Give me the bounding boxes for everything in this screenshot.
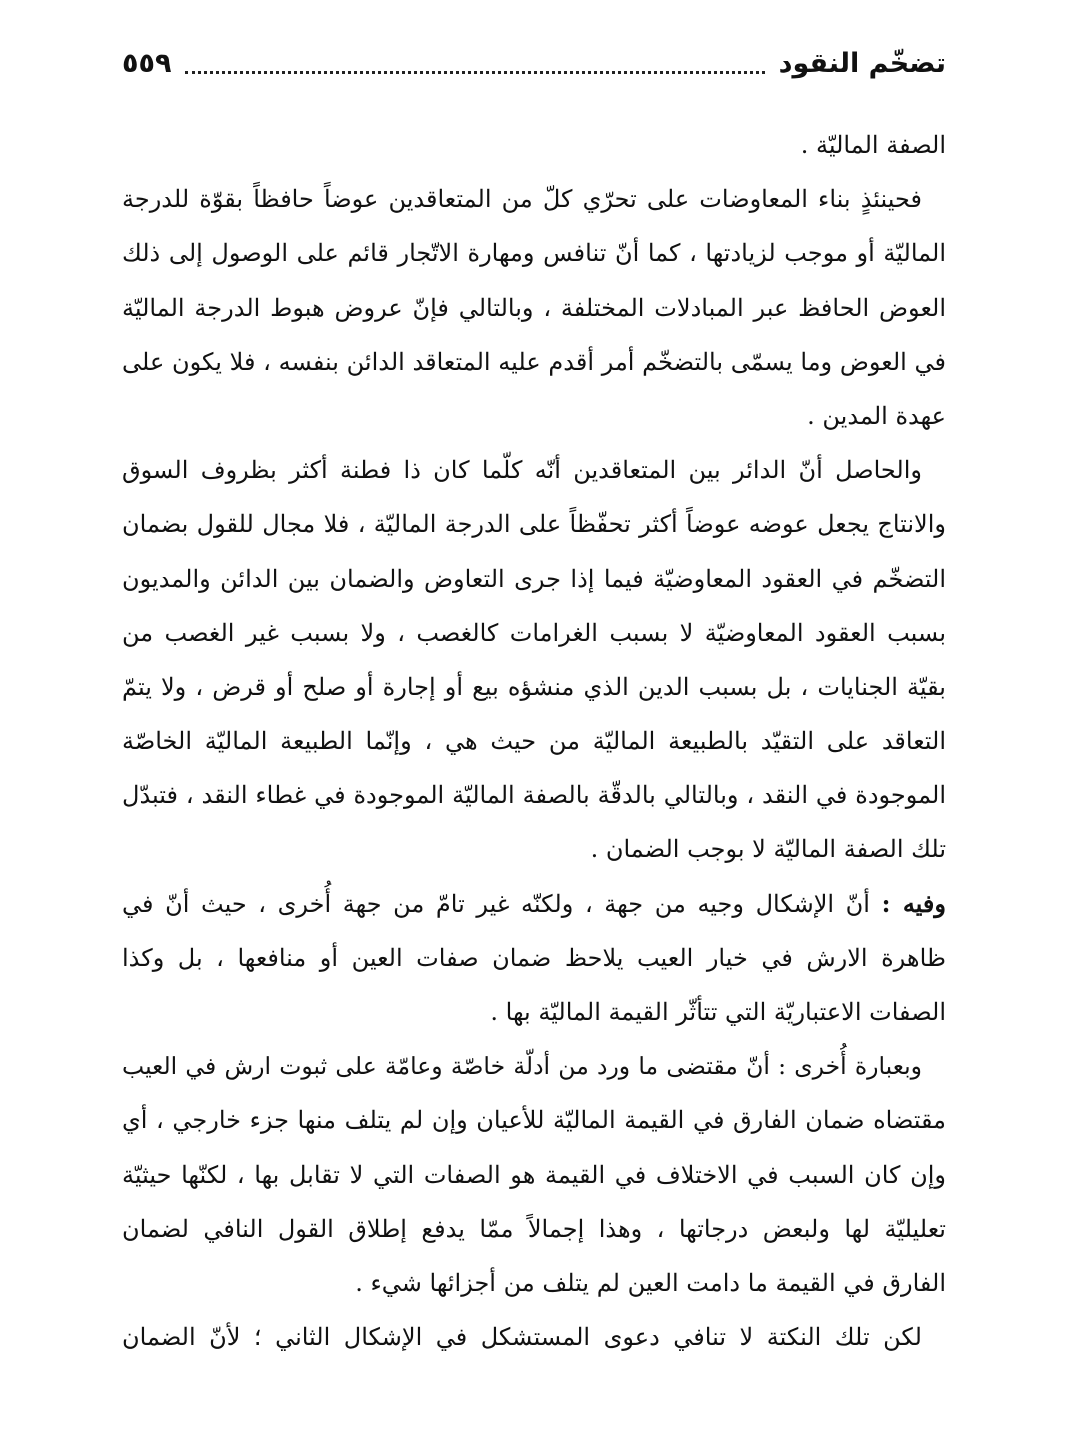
lead-word: وفيه : (881, 888, 946, 918)
text-line: وبعبارة أُخرى : أنّ مقتضى ما ورد من أدلّة خاصّة وعامّة على ثبوت ارش في العيب (122, 1052, 922, 1081)
text-line: تلك الصفة الماليّة لا بوجب الضمان . (590, 835, 946, 864)
text-line: والانتاج يجعل عوضه عوضاً أكثر تحفّظاً على الدرجة الماليّة ، فلا مجال للقول بضمان (122, 510, 946, 539)
text-line: العوض الحافظ عبر المبادلات المختلفة ، وبالتالي فإنّ عروض هبوط الدرجة الماليّة (122, 293, 946, 322)
text-line: بسبب العقود المعاوضيّة لا بسبب الغرامات كالغصب ، ولا بسبب غير الغصب من (122, 618, 946, 647)
text-line: التعاقد على التقيّد بالطبيعة الماليّة من حيث هي ، وإنّما الطبيعة الماليّة الخاصّة (122, 727, 946, 756)
text-line: الموجودة في النقد ، وبالتالي بالدقّة بالصفة الماليّة الموجودة في غطاء النقد ، فتبدّل (122, 781, 946, 810)
text-line: عهدة المدين . (807, 401, 946, 430)
text-line: بقيّة الجنايات ، بل بسبب الدين الذي منشؤه بيع أو إجارة أو صلح أو قرض ، ولا يتمّ (122, 672, 946, 701)
text-line: لكن تلك النكتة لا تنافي دعوى المستشكل في الإشكال الثاني ؛ لأنّ الضمان (122, 1323, 922, 1352)
text-line: والحاصل أنّ الدائر بين المتعاقدين أنّه كلّما كان ذا فطنة أكثر بظروف السوق (122, 456, 922, 485)
body-text (122, 118, 946, 1364)
running-header (122, 40, 946, 86)
text-line: وإن كان السبب في الاختلاف في القيمة هو الصفات التي لا تقابل بها ، لكنّها حيثيّة (122, 1160, 946, 1189)
text-line: التضخّم في العقود المعاوضيّة فيما إذا جرى التعاوض والضمان بين الدائن والمديون (122, 564, 946, 593)
chapter-title: تضخّم النقود (778, 47, 946, 79)
text-line: في العوض وما يسمّى بالتضخّم أمر أقدم عليه المتعاقد الدائن بنفسه ، فلا يكون على (122, 347, 946, 376)
text-line: الفارق في القيمة ما دامت العين لم يتلف من أجزائها شيء . (355, 1268, 946, 1297)
text-line: مقتضاه ضمان الفارق في القيمة الماليّة للأعيان وإن لم يتلف منها جزء خارجي ، أي (122, 1106, 946, 1135)
text-line: تعليليّة لها ولبعض درجاتها ، وهذا إجمالاً ممّا يدفع إطلاق القول النافي لضمان (122, 1214, 946, 1243)
dot-leader (185, 61, 764, 74)
text-line: الصفات الاعتباريّة التي تتأثّر القيمة الماليّة بها . (490, 998, 946, 1026)
text-line: الصفة الماليّة . (800, 131, 946, 159)
text-line: فحينئذٍ بناء المعاوضات على تحرّي كلّ من المتعاقدين عوضاً حافظاً بقوّة للدرجة (122, 185, 922, 214)
text-line: أنّ الإشكال وجيه من جهة ، ولكنّه غير تامّ من جهة أُخرى ، حيث أنّ في (122, 889, 870, 918)
page-number: ٥٥٩ (122, 47, 172, 79)
text-line: ظاهرة الارش في خيار العيب يلاحظ ضمان صفات العين أو منافعها ، بل وكذا (122, 943, 946, 972)
text-line-with-lead (122, 877, 946, 931)
text-line: الماليّة أو موجب لزيادتها ، كما أنّ تنافس ومهارة الاتّجار قائم على الوصول إلى ذلك (122, 239, 946, 268)
